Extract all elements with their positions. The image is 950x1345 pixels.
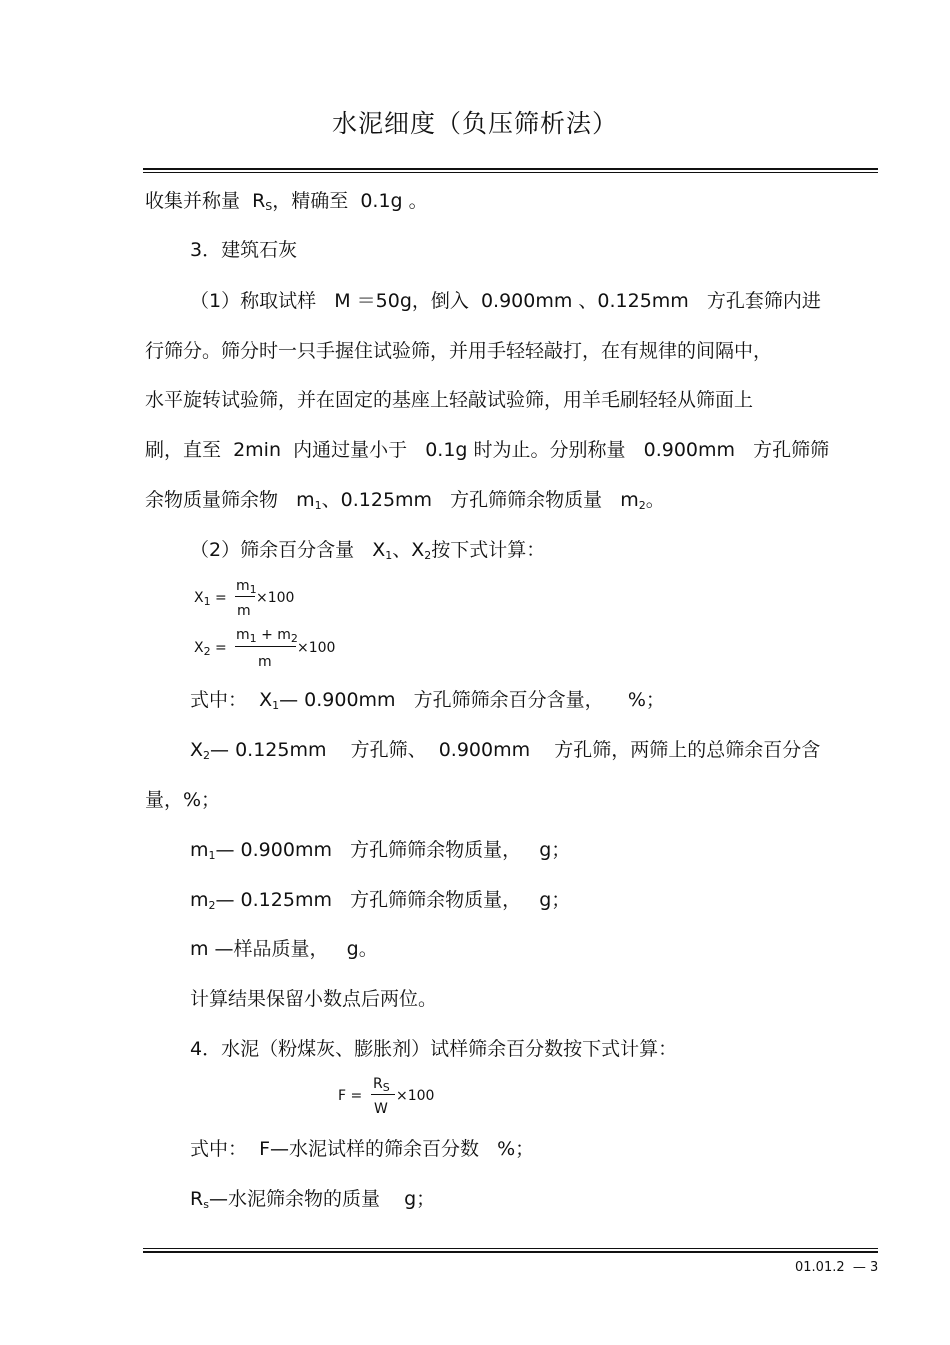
paragraph-line: 式中： $X_1—$ 0.900mm 方孔筛筛余百分含量， %；	[190, 689, 665, 712]
paragraph-line: 式中： F—水泥试样的筛余百分数 %；	[190, 1138, 535, 1160]
paragraph-line: $R_s—$水泥筛余物的质量 g；	[190, 1188, 436, 1211]
footer-rule-top	[143, 1248, 878, 1249]
paragraph-line: $m_2—$ 0.125mm 方孔筛筛余物质量， g；	[190, 889, 571, 912]
paragraph-line: 量，%；	[145, 789, 221, 811]
section-heading-cement: 4．水泥（粉煤灰、膨胀剂）试样筛余百分数按下式计算：	[190, 1038, 678, 1060]
paragraph-line: 余物质量筛余物 $m_1$、0.125mm 方孔筛筛余物质量 $m_2$。	[145, 489, 665, 512]
page-title: 水泥细度（负压筛析法）	[331, 109, 618, 138]
paragraph-line: 收集并称量 $R_S$，精确至 0.1g 。	[145, 190, 428, 213]
section-heading-lime: 3．建筑石灰	[190, 239, 298, 261]
paragraph-line: 刷，直至 2min 内通过量小于 0.1g 时为止。分别称量 0.900mm 方孔筛筛	[145, 439, 830, 461]
header-rule-top	[143, 168, 878, 170]
paragraph-line: 计算结果保留小数点后两位。	[190, 988, 438, 1010]
page-number: 01.01.2 — 3	[795, 1260, 879, 1275]
paragraph-line: m —样品质量， g。	[190, 938, 378, 960]
footer-rule-bottom	[143, 1251, 878, 1253]
paragraph-line: 水平旋转试验筛，并在固定的基座上轻敲试验筛，用羊毛刷轻轻从筛面上	[145, 389, 754, 411]
paragraph-line: （1）称取试样 M ＝50g，倒入 0.900mm 、0.125mm 方孔套筛内进	[190, 290, 821, 312]
header-rule-bottom	[143, 172, 878, 173]
paragraph-line: $m_1—$ 0.900mm 方孔筛筛余物质量， g；	[190, 839, 571, 862]
paragraph-line: 行筛分。筛分时一只手握住试验筛，并用手轻轻敲打，在有规律的间隔中，	[145, 340, 773, 362]
paragraph-line: （2）筛余百分含量 $X_1$、$X_2$按下式计算：	[190, 539, 546, 562]
paragraph-line: $X_2—$ 0.125mm 方孔筛、 0.900mm 方孔筛，两筛上的总筛余百分含	[190, 739, 821, 762]
